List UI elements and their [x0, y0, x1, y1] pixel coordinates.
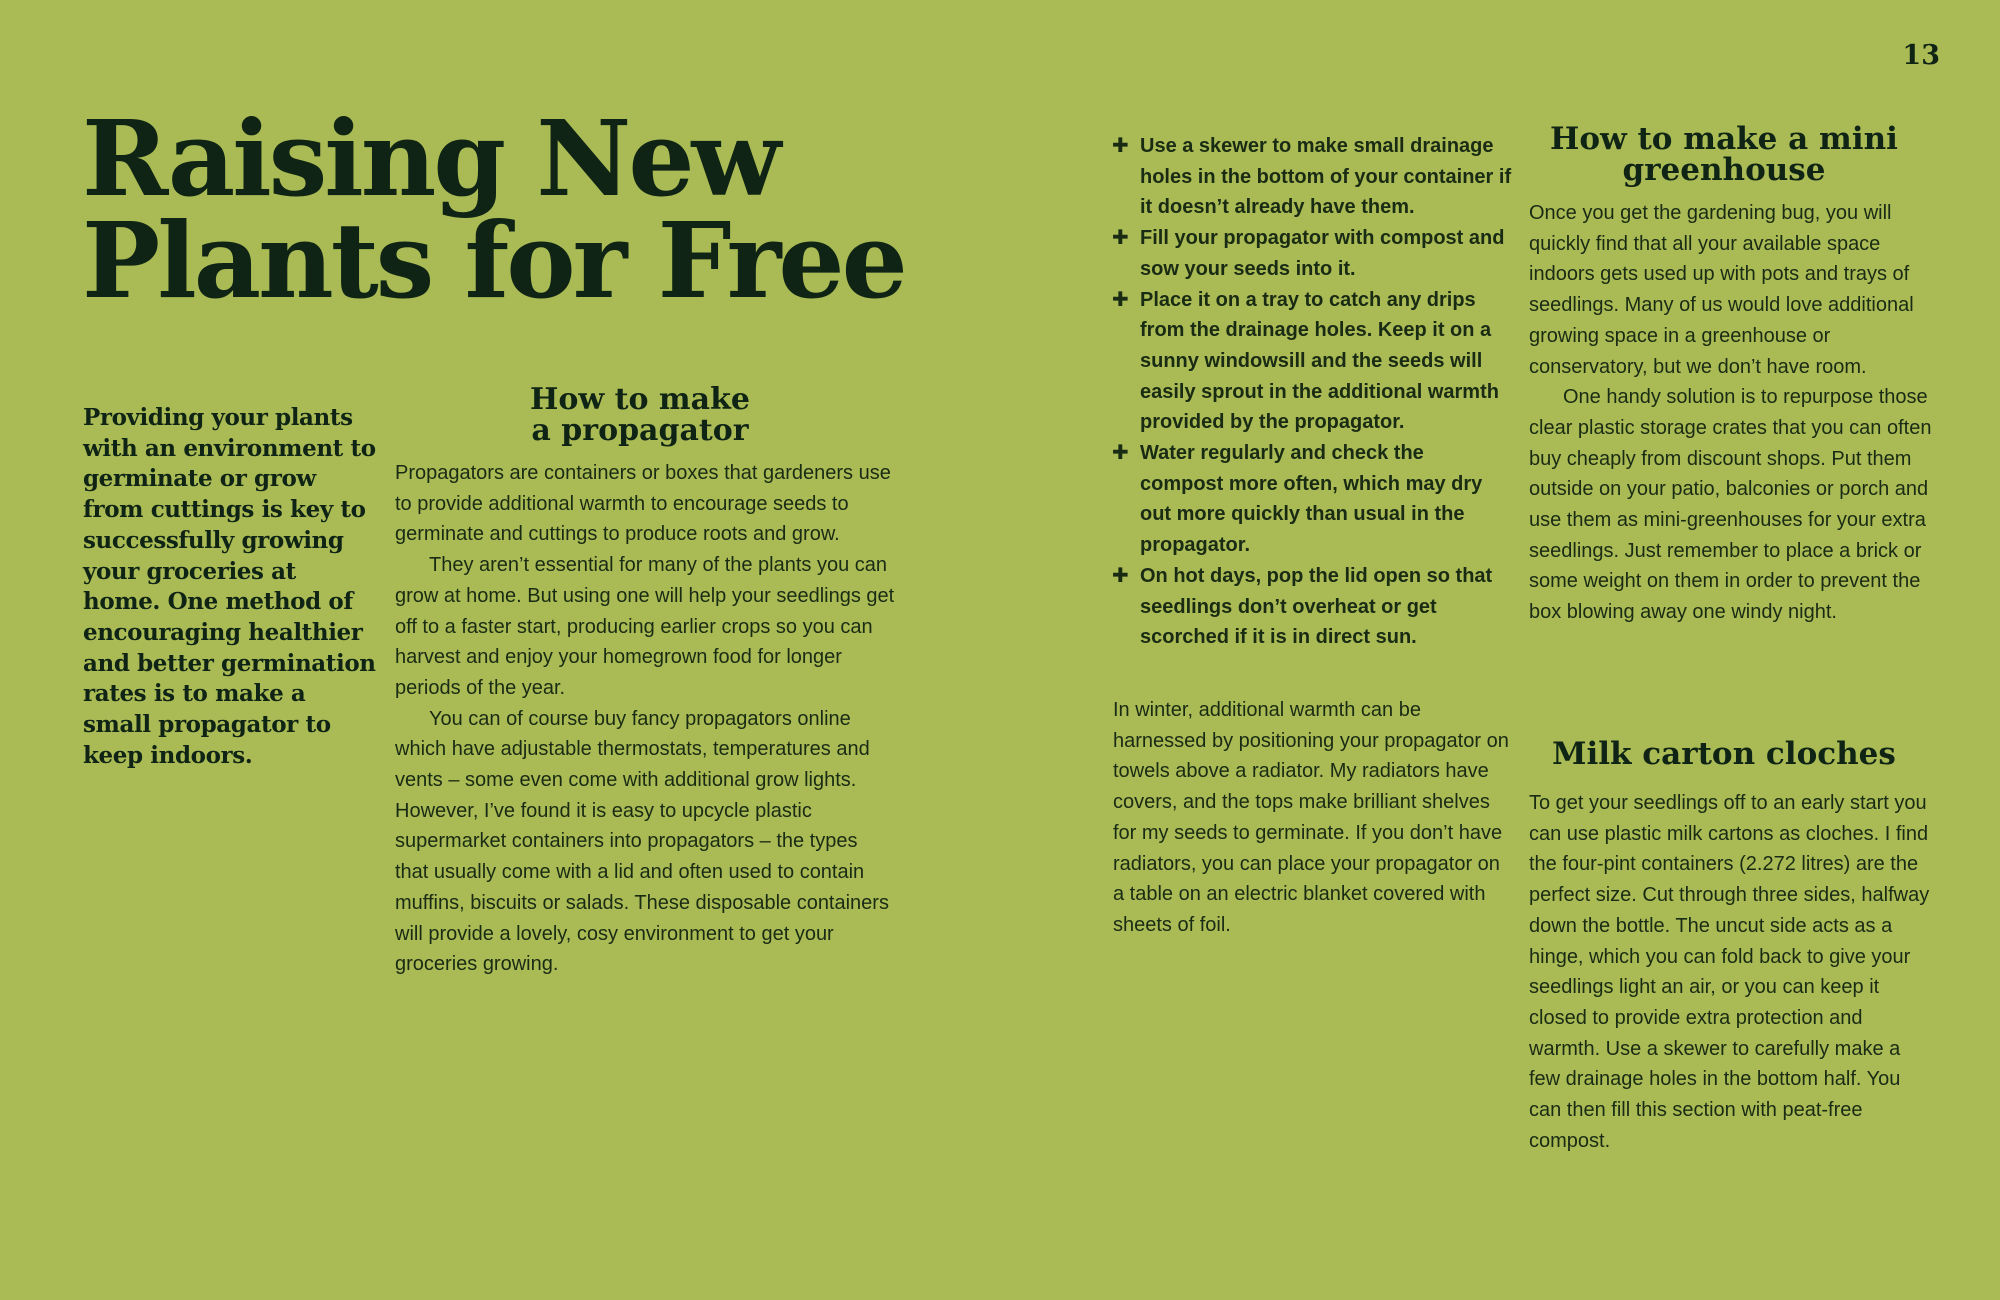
greenhouse-heading: [1529, 121, 1919, 188]
greenhouse-heading-line-2: greenhouse: [1622, 152, 1826, 188]
milk-carton-paragraph: To get your seedlings off to an early start you can use plastic milk cartons as cloches. I find the four-pint containers (2.272 litres) are the perfect size. Cut through three sides, halfway down the bottle. The uncut side acts as a hinge, which you can fold back to give your seedlings light an air, or you can keep it closed to provide extra protection and warmth. Use a skewer to carefully make a few drainage holes in the bottom half. You can then fill this section with peat-free compost.: [1529, 792, 1930, 1152]
winter-paragraph: [1113, 695, 1513, 941]
winter-text: In winter, additional warmth can be harnessed by positioning your propagator on towels above a radiator. My radiators have covers, and the tops make brilliant shelves for my seeds to germinate. If you don’t have radiators, you can place your propagator on a table on an electric blanket covered with sheets of foil.: [1113, 699, 1509, 936]
page-number: 13: [1902, 40, 1940, 71]
greenhouse-paragraph: Once you get the gardening bug, you will quickly find that all your available space indoors gets used up with pots and trays of seedlings. Many of us would love additional growing space in a greenhouse or conservatory, but we don’t have room.: [1529, 202, 1914, 378]
page-title: [82, 97, 942, 322]
step-item: [1112, 285, 1512, 439]
greenhouse-paragraph: One handy solution is to repurpose those clear plastic storage crates that you can often buy cheaply from discount shops. Put them outside on your patio, balconies or porch and use them as mini-greenhouses for your extra seedlings. Just remember to place a brick or some weight on them in order to prevent the box blowing away one windy night.: [1529, 386, 1932, 624]
propagator-heading: [395, 384, 885, 446]
propagator-section: [395, 384, 895, 980]
plus-bullet-icon: ✚: [1112, 227, 1129, 250]
step-item: [1112, 131, 1512, 223]
step-text: Place it on a tray to catch any drips from the drainage holes. Keep it on a sunny windowsill and the seeds will easily sprout in the additional warmth provided by the propagator.: [1140, 288, 1499, 434]
steps-section: [1112, 131, 1512, 653]
step-item: [1112, 438, 1512, 561]
greenhouse-body: [1529, 198, 1934, 628]
propagator-heading-line-2: a propagator: [531, 413, 749, 448]
propagator-body: [395, 458, 895, 980]
milk-carton-body: [1529, 788, 1934, 1156]
greenhouse-section: [1529, 121, 1934, 628]
steps-list: [1112, 131, 1512, 653]
propagator-paragraph: They aren’t essential for many of the plants you can grow at home. But using one will help your seedlings get off to a faster start, producing earlier crops so you can harvest and enjoy your homegrown food for longer periods of the year.: [395, 554, 895, 699]
step-text: Water regularly and check the compost more often, which may dry out more quickly than usual in the propagator.: [1140, 442, 1483, 557]
step-item: [1112, 561, 1512, 653]
greenhouse-heading-line-1: How to make a mini: [1550, 121, 1898, 157]
step-text: Fill your propagator with compost and sow your seeds into it.: [1140, 227, 1505, 280]
step-item: [1112, 223, 1512, 284]
step-text: On hot days, pop the lid open so that seedlings don’t overheat or get scorched if it is in direct sun.: [1140, 564, 1493, 649]
plus-bullet-icon: ✚: [1112, 442, 1129, 465]
plus-bullet-icon: ✚: [1112, 135, 1129, 157]
propagator-paragraph: Propagators are containers or boxes that gardeners use to provide additional warmth to encourage seeds to germinate and cuttings to produce roots and grow.: [395, 462, 891, 546]
title-line-2: Plants for Free: [82, 199, 905, 322]
step-text: Use a skewer to make small drainage holes in the bottom of your container if it doesn’t already have them.: [1140, 135, 1512, 219]
propagator-paragraph: You can of course buy fancy propagators online which have adjustable thermostats, temperatures and vents – some even come with additional grow lights. However, I’ve found it is easy to upcycle plastic supermarket containers into propagators – the types that usually come with a lid and often used to contain muffins, biscuits or salads. These disposable containers will provide a lovely, cosy environment to get your groceries growing.: [395, 707, 889, 976]
milk-carton-heading: Milk carton cloches: [1552, 736, 1896, 772]
plus-bullet-icon: ✚: [1112, 288, 1129, 311]
title-line-1: Raising New: [82, 97, 779, 220]
plus-bullet-icon: ✚: [1112, 564, 1129, 587]
intro-paragraph: Providing your plants with an environment to germinate or grow from cuttings is key to successfully growing your groceries at home. One method of encouraging healthier and better germination rates is to make a small propagator to keep indoors.: [83, 404, 376, 769]
propagator-heading-line-1: How to make: [530, 382, 750, 417]
